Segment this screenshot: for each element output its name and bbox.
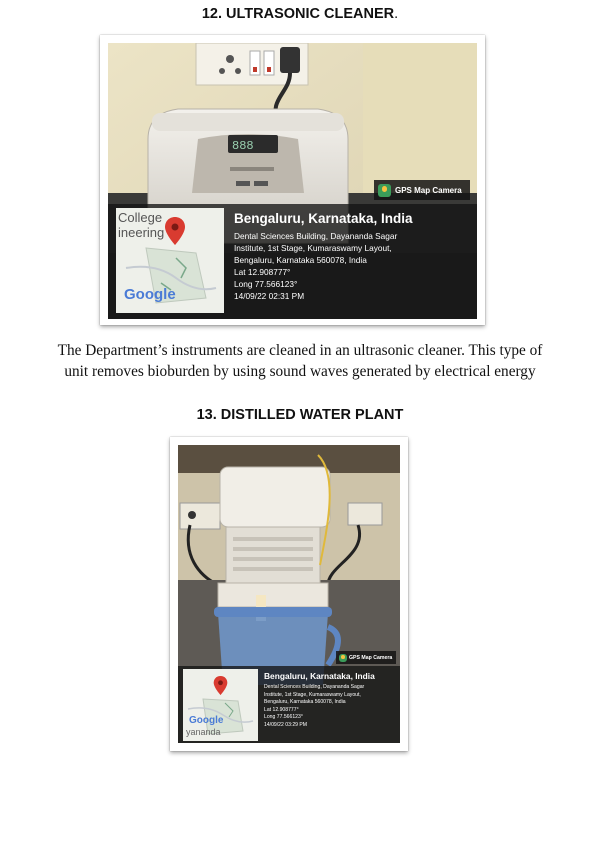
address-line-3: Bengaluru, Karnataka 560078, India: [264, 699, 346, 706]
timestamp: 14/09/22 02:31 PM: [234, 291, 305, 301]
gps-badge-label: GPS Map Camera: [349, 654, 393, 661]
timestamp: 14/09/22 03:29 PM: [264, 721, 308, 728]
svg-text:888: 888: [232, 139, 254, 153]
section-12-period: .: [394, 6, 399, 22]
section-13-title: DISTILLED WATER PLANT: [220, 407, 404, 423]
location-map-thumbnail: [116, 208, 224, 313]
section-13-heading: [0, 407, 600, 423]
location-details: [234, 210, 474, 302]
location-details: [264, 670, 398, 730]
ultrasonic-cleaner-photo: [108, 43, 477, 319]
gps-map-camera-badge: [374, 180, 470, 200]
map-label-dayananda: yananda: [186, 727, 221, 737]
google-logo: Google: [189, 715, 224, 726]
gps-map-camera-badge: [336, 651, 396, 664]
longitude: Long 77.566123°: [234, 279, 298, 289]
location-map-thumbnail: [183, 669, 258, 741]
map-pin-icon: [213, 675, 228, 696]
address-line-2: Institute, 1st Stage, Kumaraswamy Layout,: [264, 691, 361, 698]
gps-camera-logo-icon: [378, 184, 391, 197]
section-12-heading: [0, 6, 600, 22]
distilled-water-photo-frame: [170, 437, 408, 751]
gps-camera-logo-icon: [339, 654, 347, 662]
latitude: Lat 12.908777°: [264, 706, 299, 713]
map-label-engineering: ineering: [118, 225, 165, 240]
gps-badge-label: GPS Map Camera: [395, 185, 462, 195]
description-line-2: unit removes bioburden by using sound waves generated by electrical energy: [64, 363, 536, 380]
section-12-title: ULTRASONIC CLEANER: [226, 6, 395, 22]
address-line-1: Dental Sciences Building, Dayananda Sagar: [264, 684, 365, 690]
address-line-3: Bengaluru, Karnataka 560078, India: [234, 255, 367, 265]
section-13-number: 13.: [196, 407, 217, 423]
distilled-water-photo: [178, 445, 400, 743]
map-label-college: College: [118, 210, 163, 225]
google-logo: Google: [124, 286, 176, 303]
section-12-number: 12.: [201, 6, 222, 22]
location-title: Bengaluru, Karnataka, India: [264, 671, 375, 681]
address-line-1: Dental Sciences Building, Dayananda Sagar: [234, 231, 398, 241]
map-pin-icon: [164, 216, 186, 246]
latitude: Lat 12.908777°: [234, 267, 291, 277]
ultrasonic-description: [0, 340, 600, 382]
location-overlay: [178, 666, 400, 743]
description-line-1: The Department’s instruments are cleaned in an ultrasonic cleaner. This type of: [57, 342, 543, 359]
ultrasonic-cleaner-photo-frame: [100, 35, 485, 325]
address-line-2: Institute, 1st Stage, Kumaraswamy Layout,: [234, 243, 392, 253]
location-title: Bengaluru, Karnataka, India: [234, 211, 413, 226]
longitude: Long 77.566123°: [264, 714, 303, 721]
location-overlay: [108, 204, 477, 319]
